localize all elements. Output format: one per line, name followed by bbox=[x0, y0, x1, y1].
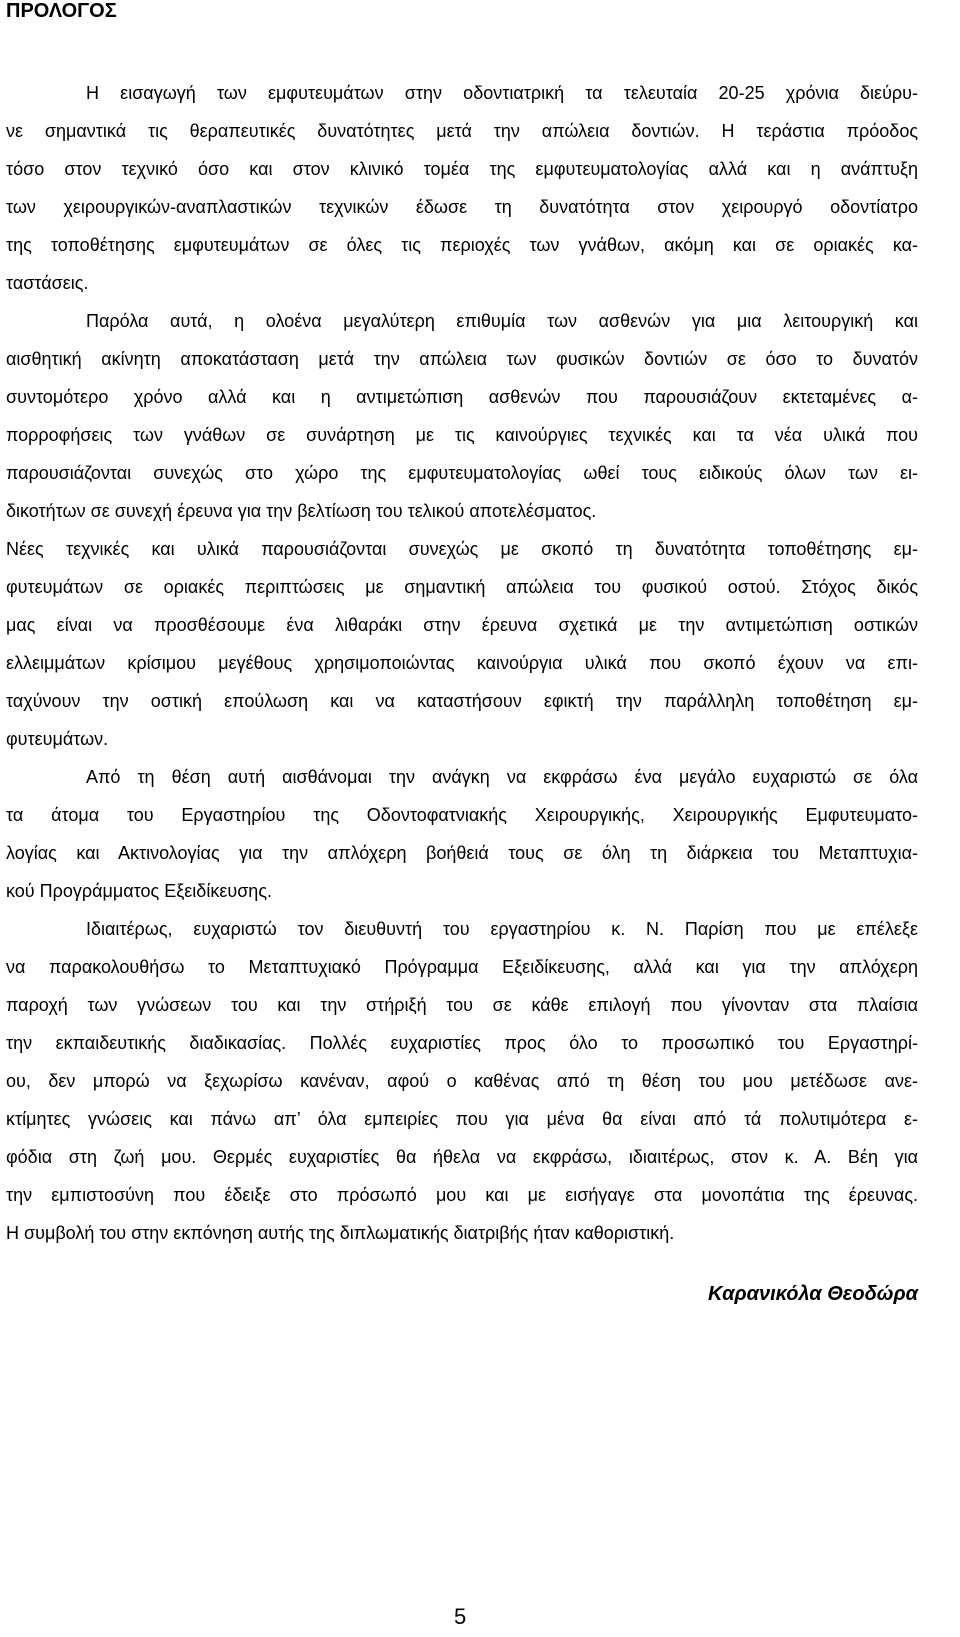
text-line: παρουσιάζονται συνεχώς στο χώρο της εμφυτευματολογίας ωθεί τους ειδικούς όλων των ει- bbox=[6, 463, 918, 483]
text-line: ταστάσεις. bbox=[6, 273, 89, 293]
text-line: αισθητική ακίνητη αποκατάσταση μετά την απώλεια των φυσικών δοντιών σε όσο το δυνατόν bbox=[6, 349, 918, 369]
text-line: πορροφήσεις των γνάθων σε συνάρτηση με τις καινούργιες τεχνικές και τα νέα υλικά που bbox=[6, 425, 918, 445]
text-line: Νέες τεχνικές και υλικά παρουσιάζονται συνεχώς με σκοπό τη δυνατότητα τοποθέτησης εμ- bbox=[6, 539, 918, 559]
text-line: νε σημαντικά τις θεραπευτικές δυνατότητες μετά την απώλεια δοντιών. Η τεράστια πρόοδος bbox=[6, 121, 918, 141]
text-line: την εμπιστοσύνη που έδειξε στο πρόσωπό μου και με εισήγαγε στα μονοπάτια της έρευνας. bbox=[6, 1185, 918, 1205]
text-line: φυτευμάτων σε οριακές περιπτώσεις με σημαντική απώλεια του φυσικού οστού. Στόχος δικός bbox=[6, 577, 918, 597]
text-line: παροχή των γνώσεων του και την στήριξή του σε κάθε επιλογή που γίνονταν στα πλαίσια bbox=[6, 995, 918, 1015]
text-line: δικοτήτων σε συνεχή έρευνα για την βελτίωση του τελικού αποτελέσματος. bbox=[6, 501, 597, 521]
text-line: να παρακολουθήσω το Μεταπτυχιακό Πρόγραμμα Εξειδίκευσης, αλλά και για την απλόχερη bbox=[6, 957, 918, 977]
text-line: λογίας και Ακτινολογίας για την απλόχερη βοήθειά τους σε όλη τη διάρκεια του Μεταπτυχια- bbox=[6, 843, 918, 863]
text-line: της τοποθέτησης εμφυτευμάτων σε όλες τις περιοχές των γνάθων, ακόμη και σε οριακές κα- bbox=[6, 235, 918, 255]
signature: Καρανικόλα Θεοδώρα bbox=[708, 1283, 918, 1305]
text-line: Ιδιαιτέρως, ευχαριστώ τον διευθυντή του εργαστηρίου κ. Ν. Παρίση που με επέλεξε bbox=[86, 919, 918, 939]
text-line: ταχύνουν την οστική επούλωση και να καταστήσουν εφικτή την παράλληλη τοποθέτηση εμ- bbox=[6, 691, 918, 711]
page-number: 5 bbox=[454, 1604, 467, 1629]
page-title: ΠΡΟΛΟΓΟΣ bbox=[6, 0, 117, 22]
text-line: τα άτομα του Εργαστηρίου της Οδοντοφατνιακής Χειρουργικής, Χειρουργικής Εμφυτευματο- bbox=[6, 805, 918, 825]
text-line: των χειρουργικών-αναπλαστικών τεχνικών έδωσε τη δυνατότητα στον χειρουργό οδοντίατρο bbox=[6, 197, 918, 217]
text-line: κτίμητες γνώσεις και πάνω απ’ όλα εμπειρίες που για μένα θα είναι από τά πολυτιμότερα ε- bbox=[6, 1109, 918, 1129]
text-line: μας είναι να προσθέσουμε ένα λιθαράκι στην έρευνα σχετικά με την αντιμετώπιση οστικών bbox=[6, 615, 918, 635]
text-line: κού Προγράμματος Εξειδίκευσης. bbox=[6, 881, 272, 901]
text-line: την εκπαιδευτικής διαδικασίας. Πολλές ευχαριστίες προς όλο το προσωπικό του Εργαστηρί- bbox=[6, 1033, 918, 1053]
text-line: Από τη θέση αυτή αισθάνομαι την ανάγκη να εκφράσω ένα μεγάλο ευχαριστώ σε όλα bbox=[86, 767, 918, 787]
text-line: ελλειμμάτων κρίσιμου μεγέθους χρησιμοποιώντας καινούργια υλικά που σκοπό έχουν να επι- bbox=[6, 653, 918, 673]
text-line: φόδια στη ζωή μου. Θερμές ευχαριστίες θα ήθελα να εκφράσω, ιδιαιτέρως, στον κ. Α. Βέη για bbox=[6, 1147, 918, 1167]
text-line: Παρόλα αυτά, η ολοένα μεγαλύτερη επιθυμία των ασθενών για μια λειτουργική και bbox=[86, 311, 918, 331]
text-line: τόσο στον τεχνικό όσο και στον κλινικό τομέα της εμφυτευματολογίας αλλά και η ανάπτυξη bbox=[6, 159, 918, 179]
text-line: Η εισαγωγή των εμφυτευμάτων στην οδοντιατρική τα τελευταία 20-25 χρόνια διεύρυ- bbox=[86, 83, 918, 103]
text-line: Η συμβολή του στην εκπόνηση αυτής της διπλωματικής διατριβής ήταν καθοριστική. bbox=[6, 1223, 675, 1243]
text-line: ου, δεν μπορώ να ξεχωρίσω κανέναν, αφού ο καθένας από τη θέση του μου μετέδωσε ανε- bbox=[6, 1071, 918, 1091]
text-line: συντομότερο χρόνο αλλά και η αντιμετώπιση ασθενών που παρουσιάζουν εκτεταμένες α- bbox=[6, 387, 918, 407]
text-line: φυτευμάτων. bbox=[6, 729, 109, 749]
